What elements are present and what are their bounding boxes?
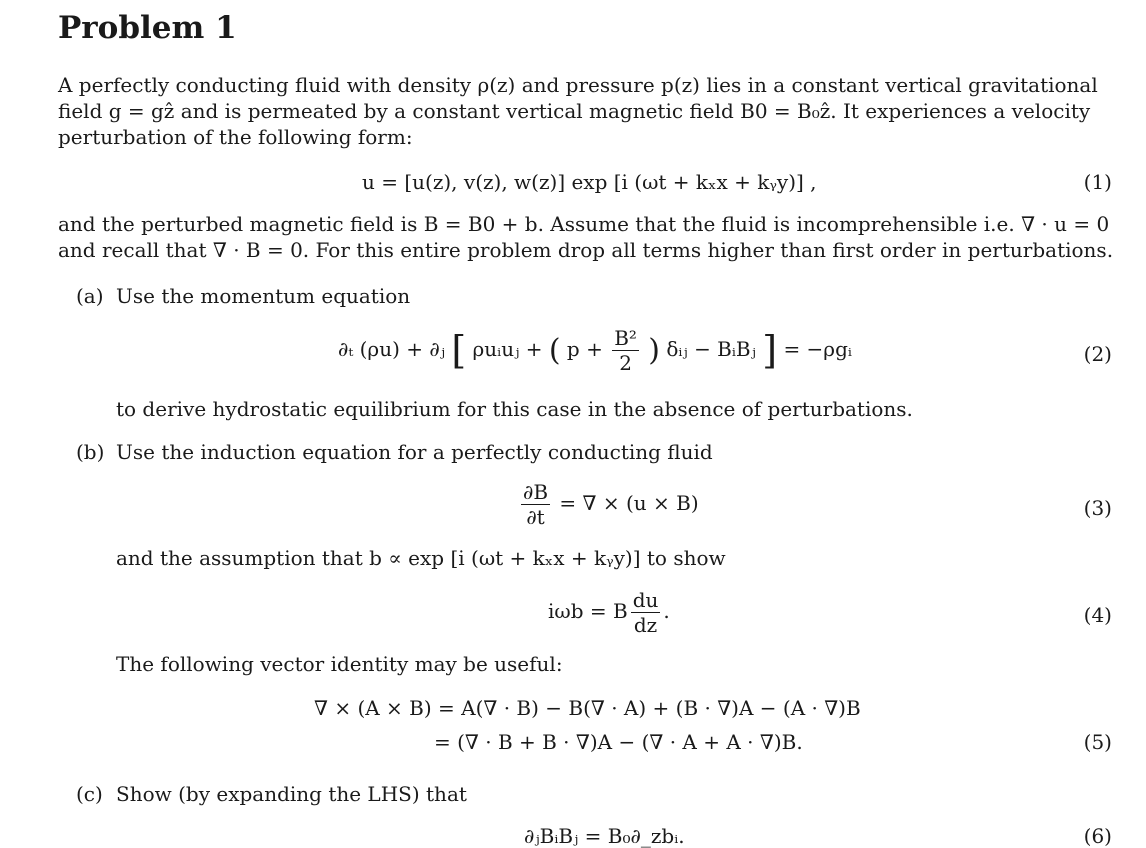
equation-4 — [548, 588, 670, 637]
eq4-frac-den: dz — [633, 613, 658, 637]
eq2-inner-b: p + — [566, 337, 603, 361]
eq2-inner-a: ρuᵢuⱼ + — [472, 337, 543, 361]
eq4-end: . — [663, 599, 670, 623]
equation-5-number: (5) — [1083, 730, 1112, 754]
eq2-fraction — [612, 326, 639, 375]
eq2-left: ∂ₜ (ρu) + ∂ⱼ — [338, 337, 445, 361]
perturbation-line-2: and recall that ∇ · B = 0. For this entire problem drop all terms higher than first order in perturbations. — [58, 238, 1114, 262]
equation-6-number: (6) — [1083, 824, 1112, 848]
eq2-right: = −ρgᵢ — [783, 337, 852, 361]
eq3-frac-den: ∂t — [526, 505, 545, 529]
identity-intro-text: The following vector identity may be useful: — [116, 652, 563, 676]
part-a-text: Use the momentum equation — [116, 284, 411, 308]
eq2-frac-den: 2 — [619, 351, 632, 375]
intro-line-1: A perfectly conducting fluid with density ρ(z) and pressure p(z) lies in a constant vertical gravitational — [58, 73, 1098, 97]
eq4-left: iωb = B — [548, 599, 628, 623]
intro-line-2: field g = gẑ and is permeated by a constant vertical magnetic field B0 = B₀ẑ. It experiences a velocity — [58, 99, 1091, 123]
equation-2 — [338, 326, 852, 375]
eq2-close-bracket: ] — [762, 328, 778, 373]
eq4-fraction — [631, 588, 661, 637]
eq2-open-bracket: [ — [451, 328, 467, 373]
eq4-frac-num: du — [632, 588, 659, 612]
eq2-close-paren: ) — [648, 333, 660, 368]
perturbation-line-1: and the perturbed magnetic field is B = B0 + b. Assume that the fluid is incomprehensible i.e. ∇ · u = 0 — [58, 212, 1110, 236]
eq3-right: = ∇ × (u × B) — [559, 491, 699, 515]
equation-2-number: (2) — [1083, 342, 1112, 366]
equation-5-line-2: = (∇ · B + B · ∇)A − (∇ · A + A · ∇)B. — [434, 730, 803, 754]
equation-6: ∂ⱼBᵢBⱼ = B₀∂_zbᵢ. — [524, 824, 685, 848]
equation-1-number: (1) — [1083, 170, 1112, 194]
eq2-frac-num: B² — [614, 326, 637, 350]
equation-3-number: (3) — [1083, 496, 1112, 520]
eq2-inner-c: δᵢⱼ − BᵢBⱼ — [666, 337, 756, 361]
part-b-text: Use the induction equation for a perfectly conducting fluid — [116, 440, 713, 464]
part-a-label: (a) — [76, 284, 104, 308]
intro-line-3: perturbation of the following form: — [58, 125, 413, 149]
eq3-fraction — [521, 480, 550, 529]
equation-3 — [518, 480, 699, 529]
eq2-open-paren: ( — [548, 333, 561, 368]
part-b-label: (b) — [76, 440, 105, 464]
intro-paragraph — [58, 72, 1112, 150]
part-a-after-text: to derive hydrostatic equilibrium for this case in the absence of perturbations. — [116, 397, 913, 421]
part-c-label: (c) — [76, 782, 103, 806]
part-b-mid-text: and the assumption that b ∝ exp [i (ωt + kₓx + kᵧy)] to show — [116, 546, 726, 570]
part-c-text: Show (by expanding the LHS) that — [116, 782, 467, 806]
equation-5-line-1: ∇ × (A × B) = A(∇ · B) − B(∇ · A) + (B · ∇)A − (A · ∇)B — [314, 696, 861, 720]
eq3-frac-num: ∂B — [523, 480, 549, 504]
equation-1: u = [u(z), v(z), w(z)] exp [i (ωt + kₓx + kᵧy)] , — [362, 170, 817, 194]
perturbation-paragraph — [58, 211, 1112, 263]
problem-title: Problem 1 — [58, 10, 237, 46]
equation-4-number: (4) — [1083, 603, 1112, 627]
